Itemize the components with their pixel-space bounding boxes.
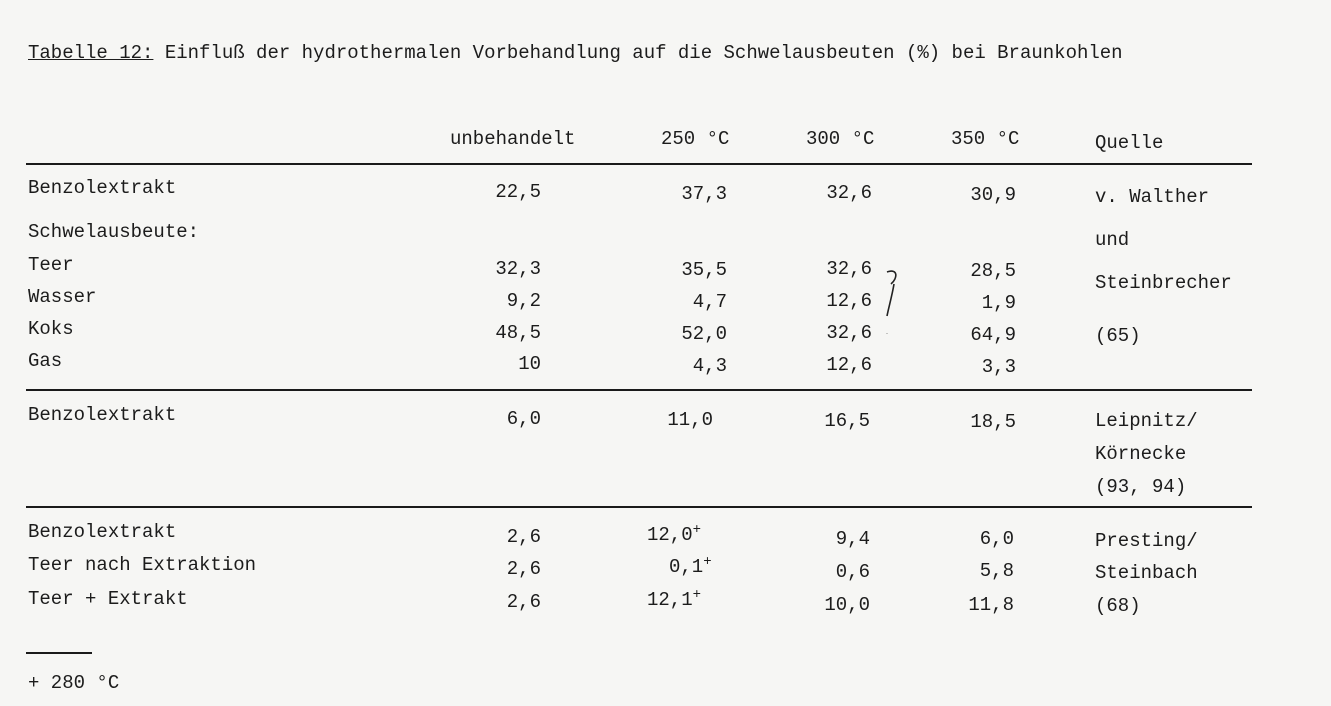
table-cell: 35,5	[681, 259, 727, 281]
table-cell: 9,4	[835, 528, 870, 550]
column-header-unbehandelt: unbehandelt	[450, 128, 576, 150]
table-cell: 32,6	[826, 258, 872, 280]
table-cell: 6,0	[979, 528, 1014, 550]
source-line: Leipnitz/	[1095, 410, 1198, 432]
cell-value: 12,1	[647, 589, 693, 611]
column-header-350: 350 °C	[951, 128, 1020, 150]
table-cell	[647, 589, 701, 611]
cell-value: 0,1	[669, 556, 704, 578]
group-rule	[26, 506, 1252, 508]
table-cell: 12,6	[826, 290, 872, 312]
source-line: v. Walther	[1095, 186, 1210, 208]
row-label: Teer	[28, 254, 74, 276]
source-line: Steinbrecher	[1095, 272, 1232, 294]
table-cell: 12,6	[826, 354, 872, 376]
table-cell: 32,6	[826, 322, 872, 344]
table-cell: 1,9	[981, 292, 1016, 314]
table-cell: 32,6	[826, 182, 872, 204]
table-title	[28, 42, 1123, 64]
table-cell: 0,6	[835, 561, 870, 583]
column-header-250: 250 °C	[661, 128, 730, 150]
row-label: Schwelausbeute:	[28, 221, 200, 243]
table-caption: Einfluß der hydrothermalen Vorbehandlung auf die Schwelausbeuten (%) bei Braunkohlen	[153, 42, 1123, 64]
group-rule	[26, 389, 1252, 391]
table-cell: 52,0	[681, 323, 727, 345]
header-rule	[26, 163, 1252, 165]
column-header-300: 300 °C	[806, 128, 875, 150]
footnote-marker: +	[692, 522, 702, 538]
table-cell: 6,0	[506, 408, 541, 430]
footnote-text: 280 °C	[39, 672, 120, 694]
table-cell: 18,5	[970, 411, 1016, 433]
footnote-rule	[26, 652, 92, 654]
row-label: Teer + Extrakt	[28, 588, 188, 610]
source-line: Presting/	[1095, 530, 1198, 552]
row-label: Koks	[28, 318, 74, 340]
table-cell: 10	[518, 353, 541, 375]
table-cell: 2,6	[506, 558, 541, 580]
table-cell: 2,6	[506, 591, 541, 613]
row-label: Wasser	[28, 286, 97, 308]
footnote	[28, 672, 119, 694]
table-cell	[647, 524, 701, 546]
source-line: (68)	[1095, 595, 1141, 617]
cell-value: 12,0	[647, 524, 693, 546]
row-label: Gas	[28, 350, 63, 372]
table-number: Tabelle 12:	[28, 42, 154, 64]
source-line: (65)	[1095, 325, 1141, 347]
row-label: Teer nach Extraktion	[28, 554, 257, 576]
table-cell: 11,8	[968, 594, 1014, 616]
table-cell: 64,9	[970, 324, 1016, 346]
table-cell: 4,3	[692, 355, 727, 377]
table-cell: 3,3	[981, 356, 1016, 378]
table-cell: 4,7	[692, 291, 727, 313]
table-cell: 32,3	[495, 258, 541, 280]
source-line: Steinbach	[1095, 562, 1198, 584]
table-cell: 30,9	[970, 184, 1016, 206]
row-label: Benzolextrakt	[28, 521, 177, 543]
source-line: (93, 94)	[1095, 476, 1187, 498]
table-cell	[669, 556, 712, 578]
footnote-marker: +	[692, 587, 702, 603]
table-cell: 10,0	[824, 594, 870, 616]
table-cell: 2,6	[506, 526, 541, 548]
source-line: und	[1095, 229, 1130, 251]
table-cell: 11,0	[667, 409, 713, 431]
table-cell: 16,5	[824, 410, 870, 432]
table-cell: 37,3	[681, 183, 727, 205]
row-label: Benzolextrakt	[28, 404, 177, 426]
table-cell: 48,5	[495, 322, 541, 344]
source-line: Körnecke	[1095, 443, 1187, 465]
row-label: Benzolextrakt	[28, 177, 177, 199]
table-cell: 28,5	[970, 260, 1016, 282]
handwritten-bracket-mark	[880, 264, 920, 334]
table-cell: 9,2	[506, 290, 541, 312]
footnote-marker: +	[28, 672, 40, 694]
column-header-quelle: Quelle	[1095, 132, 1164, 154]
footnote-marker: +	[703, 554, 712, 570]
table-cell: 22,5	[495, 181, 541, 203]
table-cell: 5,8	[979, 560, 1014, 582]
